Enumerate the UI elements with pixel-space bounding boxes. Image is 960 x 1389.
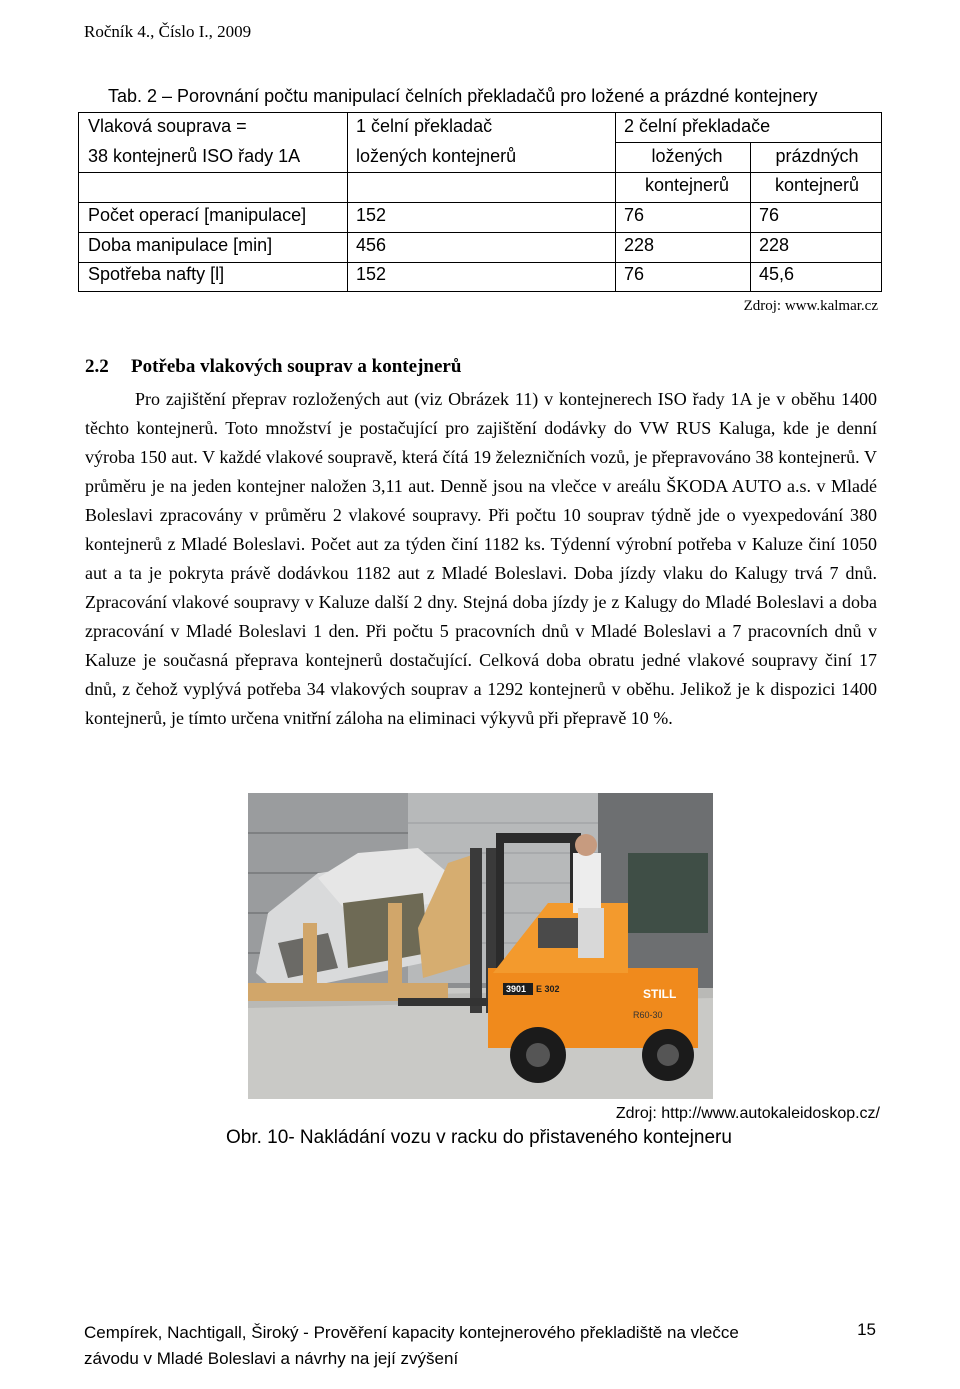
- row-label: Doba manipulace [min]: [88, 235, 273, 255]
- row-value: 76: [759, 205, 780, 225]
- table-rule: [79, 262, 881, 263]
- header-train-containers: 38 kontejnerů ISO řady 1A: [88, 146, 301, 166]
- section-number: 2.2: [85, 356, 109, 377]
- running-header: Ročník 4., Číslo I., 2009: [84, 22, 252, 41]
- table-rule: [79, 202, 881, 203]
- header-loaded-2b: kontejnerů: [644, 175, 730, 195]
- forklift-number: 3901: [506, 984, 527, 994]
- table-rule: [347, 113, 348, 291]
- row-value: 228: [624, 235, 655, 255]
- header-empty-b: kontejnerů: [774, 175, 860, 195]
- row-value: 228: [759, 235, 790, 255]
- row-value: 152: [356, 264, 387, 284]
- header-one-loader: 1 čelní překladač: [356, 116, 493, 136]
- section-title: Potřeba vlakových souprav a kontejnerů: [131, 356, 462, 377]
- footer-line: závodu v Mladé Boleslavi a návrhy na její zvýšení: [84, 1349, 459, 1368]
- figure-caption: Obr. 10- Nakládání vozu v racku do přistaveného kontejneru: [226, 1127, 732, 1148]
- page-number: 15: [857, 1320, 876, 1339]
- forklift-model: R60-30: [633, 1010, 663, 1020]
- row-value: 76: [624, 205, 645, 225]
- paragraph: Pro zajištění přeprav rozložených aut (viz Obrázek 11) v kontejnerech ISO řady 1A je v oběhu 1400 těchto kontejnerů. Toto množství je postačující pro zajištění dodávky do VW RUS Kaluga, kde je denní výroba 150 aut. V každé vlakové soupravě, která čítá 19 železničních vozů, je přepravováno 38 kontejnerů. V průměru je na jeden kontejner naložen 3,11 aut. Denně jsou na vlečce v areálu ŠKODA AUTO a.s. v Mladé Boleslavi zpracovány v průměru 2 vlakové soupravy. Při počtu 10 souprav týdně jde o vyexpedování 380 kontejnerů z Mladé Boleslavi. Počet aut za týden činí 1182 ks. Týdenní výrobní potřeba v Kaluze činí 1050 aut a ta je pokryta právě dodávkou 1182 aut z Mladé Boleslavi. Doba jízdy vlaku do Kalugy trvá 7 dnů. Zpracování vlakové soupravy v Kaluze další 2 dny. Stejná doba jízdy je z Kalugy do Mladé Boleslavi a doba zpracování v Mladé Boleslavi 1 den. Při počtu 5 pracovních dnů v Mladé Boleslavi a 7 pracovních dnů v Kaluze je současná přeprava kontejnerů dostačující. Celková doba obratu jedné vlakové soupravy činí 17 dnů, z čehož vyplývá potřeba 34 vlakových souprav a 1292 kontejnerů v oběhu. Jelikož je k dispozici 1400 kontejnerů, je tímto určena vnitřní záloha na eliminaci výkyvů při přepravě 10 %.: [85, 389, 877, 728]
- row-value: 152: [356, 205, 387, 225]
- comparison-table: [78, 112, 882, 292]
- table-rule: [79, 172, 881, 173]
- row-value: 45,6: [759, 264, 795, 284]
- header-empty: prázdných: [775, 146, 859, 166]
- header-loaded-2: ložených: [651, 146, 723, 166]
- table-source: Zdroj: www.kalmar.cz: [743, 298, 878, 314]
- row-label: Počet operací [manipulace]: [88, 205, 307, 225]
- row-value: 456: [356, 235, 387, 255]
- header-loaded: ložených kontejnerů: [356, 146, 517, 166]
- page-footer: [84, 1320, 884, 1372]
- table-rule: [615, 113, 616, 291]
- loading-photo: [248, 793, 713, 1099]
- figure-source: Zdroj: http://www.autokaleidoskop.cz/: [615, 1105, 880, 1122]
- table-caption: Tab. 2 – Porovnání počtu manipulací čelních překladačů pro ložené a prázdné kontejnery: [108, 86, 818, 106]
- row-label: Spotřeba nafty [l]: [88, 264, 225, 284]
- row-value: 76: [624, 264, 645, 284]
- forklift-plate: E 302: [536, 984, 560, 994]
- table-rule: [79, 232, 881, 233]
- section-body: [85, 385, 877, 733]
- section-heading: [85, 356, 461, 378]
- forklift-brand: STILL: [643, 987, 677, 1001]
- header-train: Vlaková souprava =: [88, 116, 247, 136]
- footer-line: Cempírek, Nachtigall, Široký - Prověření kapacity kontejnerového překladiště na vlečce: [84, 1323, 739, 1342]
- table-rule: [615, 142, 881, 143]
- header-two-loaders: 2 čelní překladače: [624, 116, 771, 136]
